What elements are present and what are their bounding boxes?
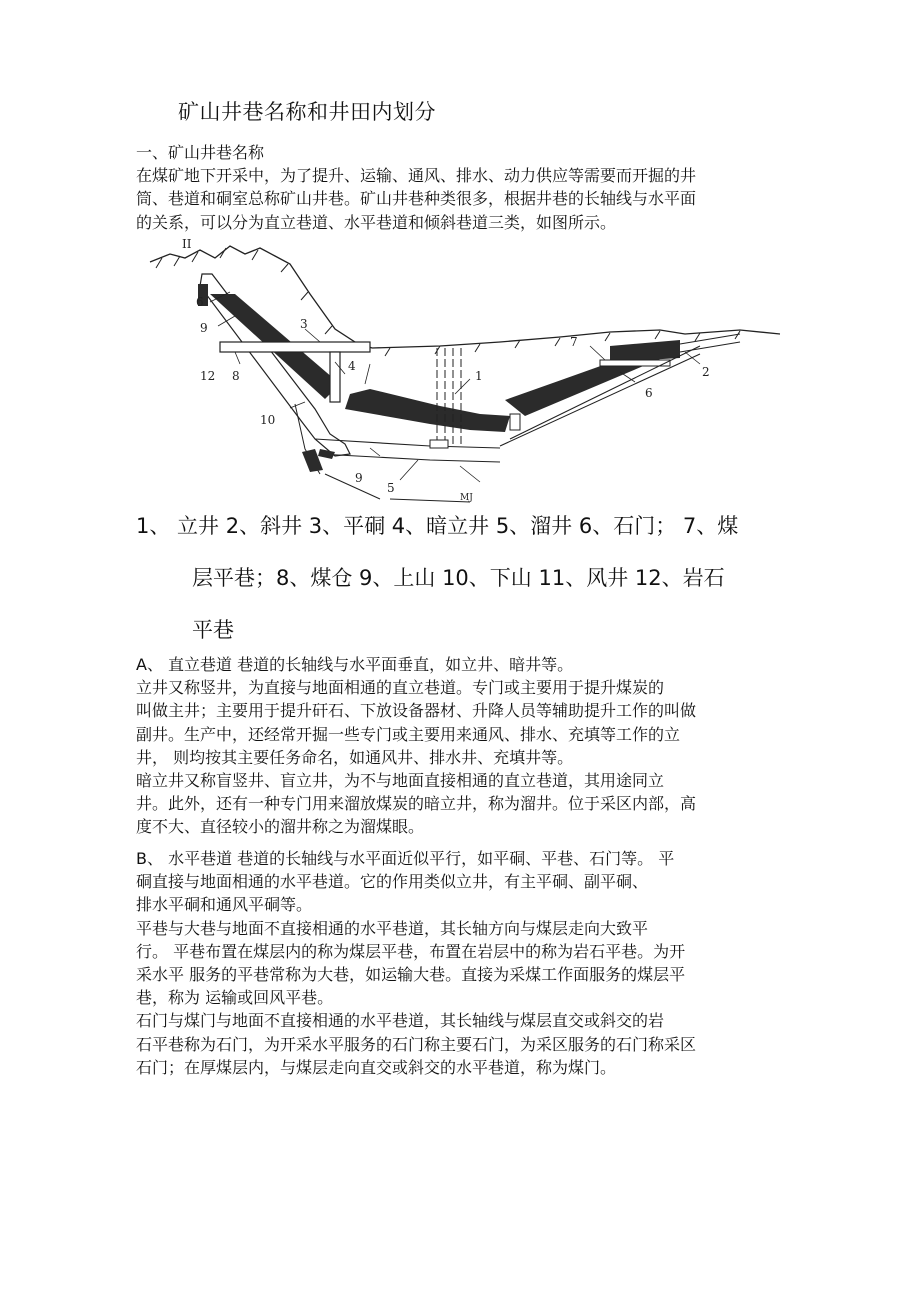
label-2: 2	[702, 365, 710, 379]
label-12: 12	[200, 369, 216, 383]
section-a-block	[136, 653, 696, 839]
paragraph-line: 排水平硐和通风平硐等。	[136, 895, 313, 915]
paragraph-line: A、 直立巷道 巷道的长轴线与水平面垂直，如立井、暗井等。	[136, 655, 574, 674]
paragraph-line: 暗立井又称盲竖井、盲立井，为不与地面直接相通的直立巷道，其用途同立	[136, 770, 665, 790]
paragraph-line: 巷，称为 运输或回风平巷。	[136, 988, 334, 1008]
paragraph-line: B、 水平巷道 巷道的长轴线与水平面近似平行，如平硐、平巷、石门等。 平	[136, 849, 675, 868]
blind-shaft	[330, 352, 340, 402]
paragraph-line: 石门与煤门与地面不直接相通的水平巷道，其长轴线与煤层直交或斜交的岩	[136, 1011, 665, 1031]
paragraph-line: 叫做主井；主要用于提升矸石、下放设备器材、升降人员等辅助提升工作的叫做	[136, 701, 697, 721]
label-8: 8	[232, 369, 240, 383]
label-6: 6	[196, 295, 204, 309]
right-incline-outline	[680, 334, 740, 352]
label-7: 7	[570, 335, 578, 349]
main-shaft	[437, 348, 461, 446]
paragraph-line: 立井又称竖井，为直接与地面相通的直立巷道。专门或主要用于提升煤炭的	[136, 678, 665, 698]
crosscut-right	[600, 360, 670, 366]
seam-gap	[510, 414, 520, 430]
paragraph-line: 石平巷称为石门，为开采水平服务的石门称主要石门，为采区服务的石门称采区	[136, 1034, 697, 1054]
paragraph-line: 筒、巷道和硐室总称矿山井巷。矿山井巷种类很多，根据井巷的长轴线与水平面	[136, 189, 697, 209]
legend-line-2: 层平巷；8、煤仓 9、上山 10、下山 11、风井 12、岩石	[192, 566, 725, 590]
label-3: 3	[300, 317, 308, 331]
label-6b: 6	[645, 386, 653, 400]
label-9b: 9	[355, 471, 363, 485]
label-4: 4	[348, 359, 356, 373]
coal-block-right	[610, 340, 680, 362]
paragraph-line: 的关系，可以分为直立巷道、水平巷道和倾斜巷道三类，如图所示。	[136, 212, 617, 232]
label-1: 1	[475, 369, 483, 383]
paragraph-line: 平巷与大巷与地面不直接相通的水平巷道，其长轴方向与煤层走向大致平	[136, 918, 649, 938]
label-MJ: MJ	[460, 493, 473, 503]
label-II: II	[182, 237, 192, 251]
label-5: 5	[387, 481, 395, 495]
section-1-block	[136, 141, 696, 234]
paragraph-line: 副井。生产中，还经常开掘一些专门或主要用来通风、排水、充填等工作的立	[136, 724, 681, 744]
paragraph-line: 在煤矿地下开采中，为了提升、运输、通风、排水、动力供应等需要而开掘的井	[136, 166, 697, 186]
legend-line-1: 1、 立井 2、斜井 3、平硐 4、暗立井 5、溜井 6、石门； 7、煤	[136, 514, 739, 538]
label-9: 9	[200, 321, 208, 335]
paragraph-line: 石门；在厚煤层内，与煤层走向直交或斜交的水平巷道，称为煤门。	[136, 1057, 617, 1077]
section-b-block	[136, 847, 696, 1079]
page-title: 矿山井巷名称和井田内划分	[178, 100, 436, 124]
section-1-heading: 一、矿山井巷名称	[136, 143, 265, 162]
paragraph-line: 硐直接与地面相通的水平巷道。它的作用类似立井，有主平硐、副平硐、	[136, 872, 649, 892]
paragraph-line: 井， 则均按其主要任务命名，如通风井、排水井、充填井等。	[136, 747, 574, 767]
paragraph-line: 采水平 服务的平巷常称为大巷，如运输大巷。直接为采煤工作面服务的煤层平	[136, 964, 686, 984]
adit	[220, 342, 370, 352]
coal-seam-bottom	[345, 389, 510, 432]
mine-roadway-diagram	[140, 234, 790, 506]
paragraph-line: 行。 平巷布置在煤层内的称为煤层平巷，布置在岩层中的称为岩石平巷。为开	[136, 941, 686, 961]
label-10: 10	[260, 413, 276, 427]
paragraph-line: 度不大、直径较小的溜井称之为溜煤眼。	[136, 817, 425, 837]
paragraph-line: 井。此外，还有一种专门用来溜放煤炭的暗立井，称为溜井。位于采区内部，高	[136, 794, 697, 814]
legend-line-3: 平巷	[192, 618, 234, 642]
chute	[430, 440, 448, 448]
